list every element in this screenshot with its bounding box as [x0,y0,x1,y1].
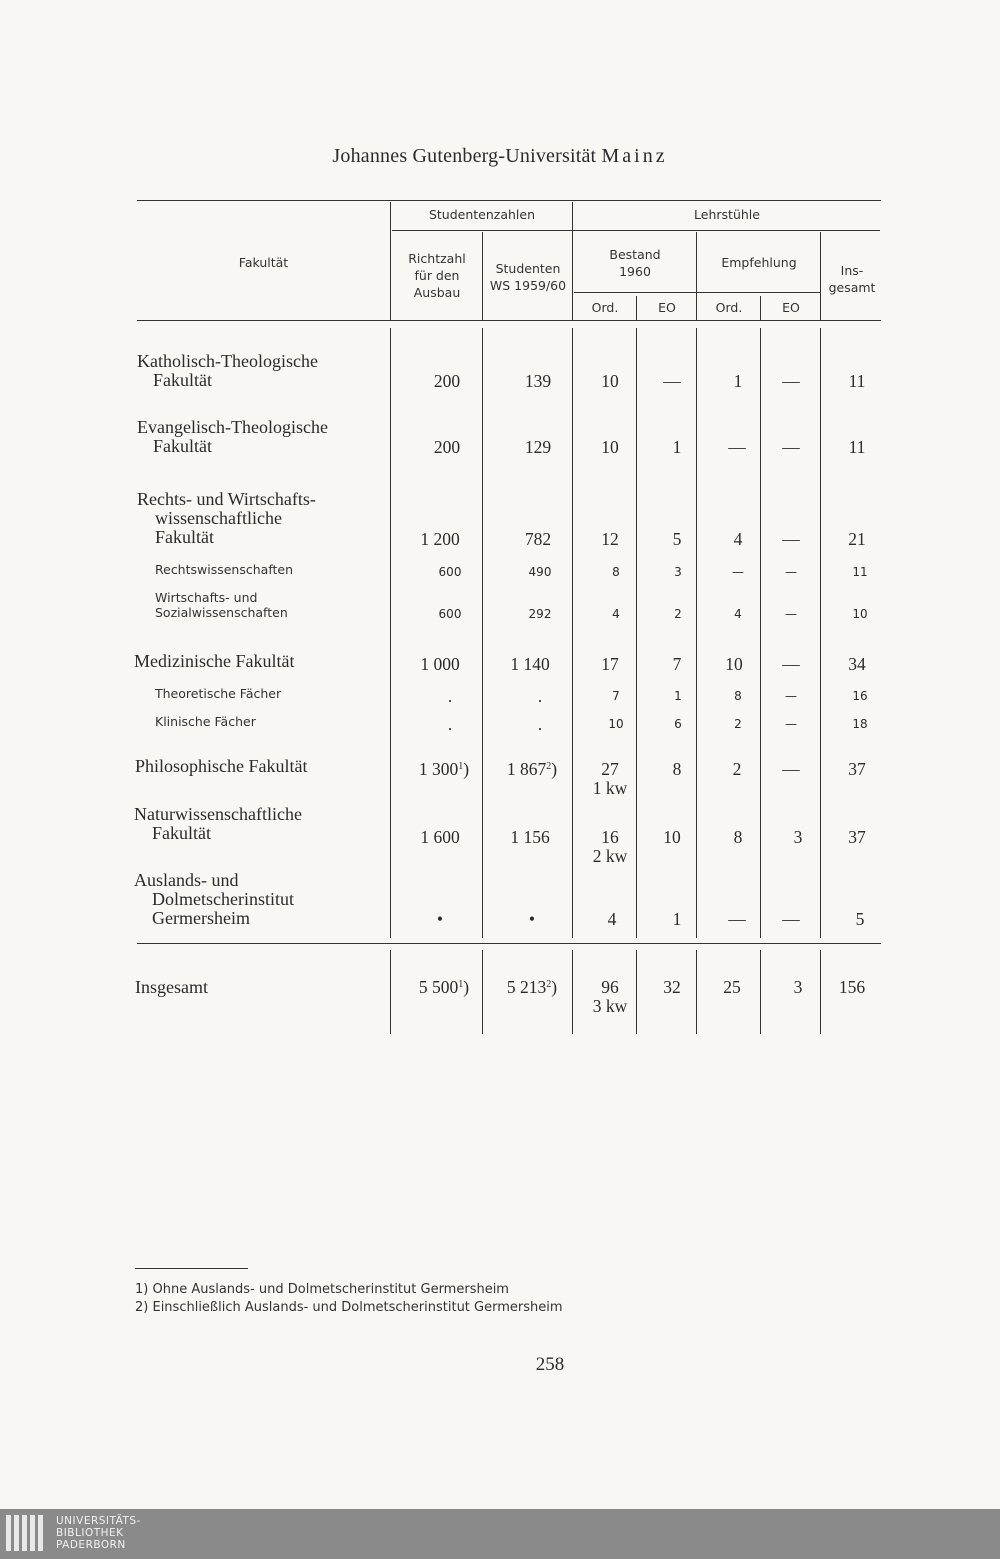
header-insgesamt [822,262,882,296]
lehrstuehle-underline [572,230,880,231]
row-klin-name: Klinische Fächer [155,714,256,729]
row-rechts-richtzahl: 1 200 [420,529,460,549]
row-natur-e-eo: 3 [793,827,803,847]
row-medizin-studenten: 1 140 [510,654,550,674]
row-ausl-name-1: Auslands- und [134,870,239,890]
row-evang-richtzahl: 200 [433,437,461,457]
row-klin-ins: 18 [852,717,868,731]
row-philo-e-ord: 2 [732,759,742,779]
row-philo-b-ord [574,760,646,798]
total-rule [137,943,881,944]
row-medizin-ins: 34 [848,654,866,674]
row-rechtswiss-b-ord: 8 [612,565,620,579]
row-klin-b-ord: 10 [608,717,624,731]
total-b-eo: 32 [663,977,681,997]
row-evang-name [137,418,328,456]
row-rechtswiss-b-eo: 3 [674,565,682,579]
row-evang-b-ord: 10 [601,437,619,457]
row-theor-e-ord: 8 [734,689,742,703]
row-wirtsch-e-ord: 4 [734,607,742,621]
footnote-2 [135,1300,563,1315]
row-wirtsch-ins: 10 [852,607,868,621]
row-natur-name-1: Naturwissenschaftliche [134,804,302,824]
row-rechtswiss-e-ord: — [732,565,744,579]
row-natur-ins: 37 [848,827,866,847]
vline-h3 [482,232,483,320]
row-theor-b-ord: 7 [612,689,620,703]
row-evang-studenten: 129 [524,437,552,457]
row-evang-e-ord: — [728,437,746,457]
row-wirtsch-studenten: 292 [528,607,552,621]
header-empfehlung-ord: Ord. [715,300,743,315]
vline-h1 [390,202,391,320]
row-wirtsch-e-eo: — [785,607,797,621]
header-empfehlung-eo: EO [782,300,800,315]
row-rechtswiss-richtzahl: 600 [438,565,462,579]
row-kath-name-2: Fakultät [153,370,212,390]
row-wirtsch-b-ord: 4 [612,607,620,621]
row-rechts-ins: 21 [848,529,866,549]
row-kath-name [137,352,318,390]
row-philo-richtzahl: 1 $300^1$) [418,759,470,779]
row-philo-studenten-footnote: 2 [546,761,552,772]
row-philo-richtzahl-footnote: 1 [458,761,464,772]
header-richtzahl [392,250,482,301]
row-rechts-name-1: Rechts- und Wirtschafts- [137,489,316,509]
row-klin-b-eo: 6 [674,717,682,731]
row-theor-e-eo: — [785,689,797,703]
row-rechts-name [137,490,316,547]
row-evang-e-eo: — [782,437,800,457]
row-rechts-b-eo: 5 [672,529,682,549]
row-natur-b-ord-kw: 2 kw [592,846,628,866]
row-rechts-b-ord: 12 [601,529,619,549]
header-bestand-1: Bestand [609,247,661,262]
header-insgesamt-1: Ins- [840,263,864,278]
header-studenten-2: WS 1959/60 [489,278,567,293]
row-ausl-richtzahl: • [436,909,444,929]
row-kath-b-ord: 10 [601,371,619,391]
total-studenten-value: 5 213 [506,977,547,997]
row-philo-b-ord-value: 27 [601,759,619,779]
row-natur-studenten: 1 156 [510,827,550,847]
row-ausl-name-3: Germersheim [152,908,250,928]
row-natur-name-2: Fakultät [152,823,211,843]
row-evang-b-eo: 1 [672,437,682,457]
row-theor-b-eo: 1 [674,689,682,703]
row-philo-richtzahl-value: 1 300 [418,759,459,779]
header-richtzahl-2: für den [414,268,460,283]
page-title [0,145,1000,168]
row-philo-studenten-value: 1 867 [506,759,547,779]
row-ausl-name-2: Dolmetscherinstitut [152,889,294,909]
row-rechts-name-2: wissenschaftliche [155,508,282,528]
footnote-1 [135,1282,509,1297]
total-e-eo: 3 [793,977,803,997]
row-wirtsch-b-eo: 2 [674,607,682,621]
row-kath-b-eo: — [663,371,681,391]
row-rechts-e-eo: — [782,529,800,549]
total-richtzahl: 5 $500^1$) [418,977,470,997]
library-name [56,1515,141,1551]
vline-b1 [390,328,391,938]
row-kath-richtzahl: 200 [433,371,461,391]
row-ausl-e-ord: — [728,909,746,929]
row-natur-b-ord [574,828,646,866]
header-richtzahl-1: Richtzahl [408,251,466,266]
row-wirtsch-richtzahl: 600 [438,607,462,621]
row-theor-name: Theoretische Fächer [155,686,282,701]
row-medizin-e-ord: 10 [725,654,743,674]
total-b-ord [574,978,646,1016]
row-ausl-e-eo: — [782,909,800,929]
row-medizin-b-ord: 17 [601,654,619,674]
row-ausl-name [134,871,294,928]
total-b-ord-value: 96 [601,977,619,997]
total-name: Insgesamt [135,977,208,997]
row-ausl-b-eo: 1 [672,909,682,929]
row-rechtswiss-studenten: 490 [528,565,552,579]
row-philo-b-ord-kw: 1 kw [592,778,628,798]
row-ausl-studenten: • [528,909,536,929]
row-rechtswiss-ins: 11 [852,565,868,579]
header-studenten [484,260,572,294]
header-bestand-ord: Ord. [591,300,619,315]
row-klin-e-eo: — [785,717,797,731]
page-number: 258 [535,1354,565,1375]
row-ausl-b-ord: 4 [607,909,617,929]
row-rechts-name-3: Fakultät [155,527,214,547]
total-b-ord-kw: 3 kw [592,996,628,1016]
studenten-underline [392,230,572,231]
footnote-1-text: Ohne Auslands- und Dolmetscherinstitut Germersheim [152,1282,509,1297]
total-studenten-footnote: 2 [546,979,552,990]
header-richtzahl-3: Ausbau [413,285,461,300]
row-rechtswiss-e-eo: — [785,565,797,579]
row-philo-b-eo: 8 [672,759,682,779]
row-kath-e-ord: 1 [733,371,743,391]
library-name-3: PADERBORN [56,1539,126,1551]
row-natur-b-eo: 10 [663,827,681,847]
total-richtzahl-value: 5 500 [418,977,459,997]
vline-h4 [696,232,697,320]
row-wirtsch-name-1: Wirtschafts- und [155,590,258,605]
row-medizin-e-eo: — [782,654,800,674]
row-rechts-e-ord: 4 [733,529,743,549]
row-medizin-b-eo: 7 [672,654,682,674]
header-empfehlung: Empfehlung [721,255,797,270]
header-bestand-2: 1960 [619,264,651,279]
row-wirtsch-name [155,590,288,620]
row-natur-name [134,805,302,843]
total-e-ord: 25 [723,977,741,997]
subheader-rule [574,292,820,293]
row-klin-e-ord: 2 [734,717,742,731]
footnote-2-mark: 2) [135,1300,149,1315]
title-main: Johannes Gutenberg-Universität [332,145,597,167]
row-medizin-name: Medizinische Fakultät [134,651,295,671]
row-medizin-richtzahl: 1 000 [420,654,460,674]
row-kath-ins: 11 [848,371,866,391]
row-philo-name: Philosophische Fakultät [135,756,308,776]
header-studenten-1: Studenten [495,261,561,276]
header-studentenzahlen: Studentenzahlen [428,207,536,222]
header-lehrstuehle: Lehrstühle [694,207,760,222]
vline-h6 [636,296,637,320]
vline-h2 [572,202,573,320]
header-bestand-eo: EO [658,300,676,315]
title-city: Mainz [601,145,668,167]
header-fakultaet: Fakultät [238,255,289,270]
library-name-1: UNIVERSITÄTS- [56,1515,141,1527]
total-studenten: 5 $213^2$) [506,977,558,997]
row-wirtsch-name-2: Sozialwissenschaften [155,605,288,620]
total-ins: 156 [838,977,866,997]
row-natur-richtzahl: 1 600 [420,827,460,847]
row-natur-b-ord-value: 16 [601,827,619,847]
total-richtzahl-footnote: 1 [458,979,464,990]
vline-h7 [760,296,761,320]
header-insgesamt-2: gesamt [828,280,876,295]
row-klin-richtzahl: . [447,715,453,734]
row-theor-ins: 16 [852,689,868,703]
row-philo-ins: 37 [848,759,866,779]
row-philo-studenten: 1 $867^2$) [506,759,558,779]
vline-t1 [390,950,391,1034]
row-kath-name-1: Katholisch-Theologische [137,351,318,371]
row-philo-e-eo: — [782,759,800,779]
footnote-rule [135,1268,248,1269]
row-evang-name-1: Evangelisch-Theologische [137,417,328,437]
row-klin-studenten: . [537,715,543,734]
row-rechtswiss-name: Rechtswissenschaften [155,562,294,577]
row-kath-e-eo: — [782,371,800,391]
header-bestand [574,246,696,280]
row-rechts-studenten: 782 [524,529,552,549]
row-ausl-ins: 5 [855,909,865,929]
vline-h5 [820,232,821,320]
footnote-1-mark: 1) [135,1282,149,1297]
header-bottom-rule [137,320,881,321]
row-natur-e-ord: 8 [733,827,743,847]
row-evang-ins: 11 [848,437,866,457]
table-top-rule [137,200,881,201]
library-name-2: BIBLIOTHEK [56,1527,124,1539]
row-evang-name-2: Fakultät [153,436,212,456]
row-theor-studenten: . [537,687,543,706]
row-kath-studenten: 139 [524,371,552,391]
library-footer [0,1509,1000,1559]
row-theor-richtzahl: . [447,687,453,706]
footnote-2-text: Einschließlich Auslands- und Dolmetscherinstitut Germersheim [152,1300,563,1315]
